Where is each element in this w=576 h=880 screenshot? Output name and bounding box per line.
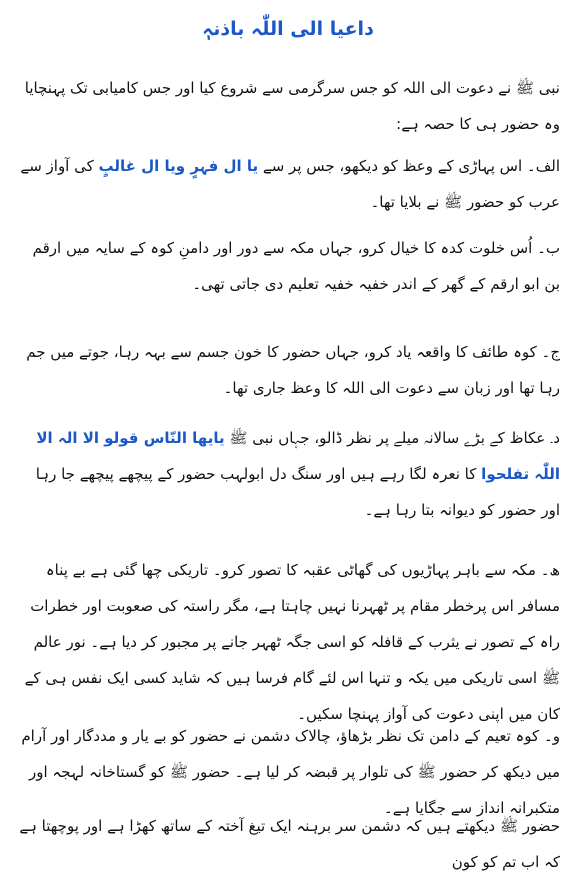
paragraph-text: کا نعرہ لگا رہے ہیں اور سنگ دل ابولہب حضور کے پیچھے پیچھے جا رہا اور حضور کو دیوانہ بتا رہا ہے۔ bbox=[35, 465, 560, 519]
highlighted-arabic-text: یا ال فہرٍ ویا ال غالبٍ bbox=[98, 157, 259, 175]
paragraph-text: حضور ﷺ دیکھتے ہیں کہ دشمن سر برہنہ ایک تیغ آختہ کے ساتھ کھڑا ہے اور پوچھتا ہے کہ اب تم کو کون bbox=[19, 817, 560, 871]
paragraph-be bbox=[14, 230, 560, 302]
paragraph-intro bbox=[14, 70, 560, 142]
paragraph-text: و۔ کوہ تعیم کے دامن تک نظر بڑھاؤ، چالاک دشمن نے حضور کو بے یار و مددگار اور آرام میں دیکھ کر حضور ﷺ کی تلوار پر قبضہ کر لیا ہے۔ حضور ﷺ کو گستاخانہ لہجہ اور متکبرانہ انداز سے جگایا ہے۔ bbox=[21, 727, 560, 817]
paragraph-alif bbox=[14, 148, 560, 220]
paragraph-text: ج۔ کوہ طائف کا واقعہ یاد کرو، جہاں حضور کا خون جسم سے بہہ رہا، جوتے میں جم رہا تھا اور زبان سے دعوت الی اللہ کا وعظ جاری تھا۔ bbox=[26, 343, 560, 397]
paragraph-text: ھ۔ مکہ سے باہر پہاڑیوں کی گھاٹی عقبہ کا تصور کرو۔ تاریکی چھا گئی ہے بے پناہ مسافر اس پرخطر مقام پر ٹھہرنا نہیں چاہتا ہے، مگر راستہ کی صعوبت اور خطرات راہ کے تصور نے یثرب کے قافلہ کو اسی جگہ ٹھہر جانے پر مجبور کر دیا ہے۔ نور عالم ﷺ اسی تاریکی میں یکہ و تنہا اس لئے گام فرسا ہیں کہ شاید کسی ایک نفس ہی کے کان میں اپنی دعوت کی آواز پہنچا سکیں۔ bbox=[24, 561, 560, 723]
paragraph-text: ب۔ اُس خلوت کدہ کا خیال کرو، جہاں مکہ سے دور اور دامنِ کوہ کے سایہ میں ارقم بن ابو ارقم کے گھر کے اندر خفیہ خفیہ تعلیم دی جاتی تھی۔ bbox=[32, 239, 560, 293]
highlighted-arabic-text: یایھا النّاس قولو الا الہ الا اللّٰہ تفلحوا bbox=[36, 429, 560, 483]
paragraph-text: نبی ﷺ نے دعوت الی اللہ کو جس سرگرمی سے شروع کیا اور جس کامیابی تک پہنچایا وہ حضور ہی کا حصہ ہے: bbox=[24, 79, 560, 133]
page-title: داعیا الی اللّٰہ باذنہٖ bbox=[202, 18, 374, 40]
paragraph-dal bbox=[14, 420, 560, 528]
paragraph-text: الف۔ اس پہاڑی کے وعظ کو دیکھو، جس پر سے bbox=[258, 157, 560, 175]
paragraph-jeem bbox=[14, 334, 560, 406]
paragraph-text: کی آواز سے عرب کو حضور ﷺ نے بلایا تھا۔ bbox=[20, 157, 560, 211]
paragraph-ending bbox=[14, 808, 560, 880]
paragraph-he bbox=[14, 552, 560, 732]
paragraph-text: د۔ عکاظ کے بڑے سالانہ میلے پر نظر ڈالو، جہاں نبی ﷺ bbox=[224, 429, 560, 447]
